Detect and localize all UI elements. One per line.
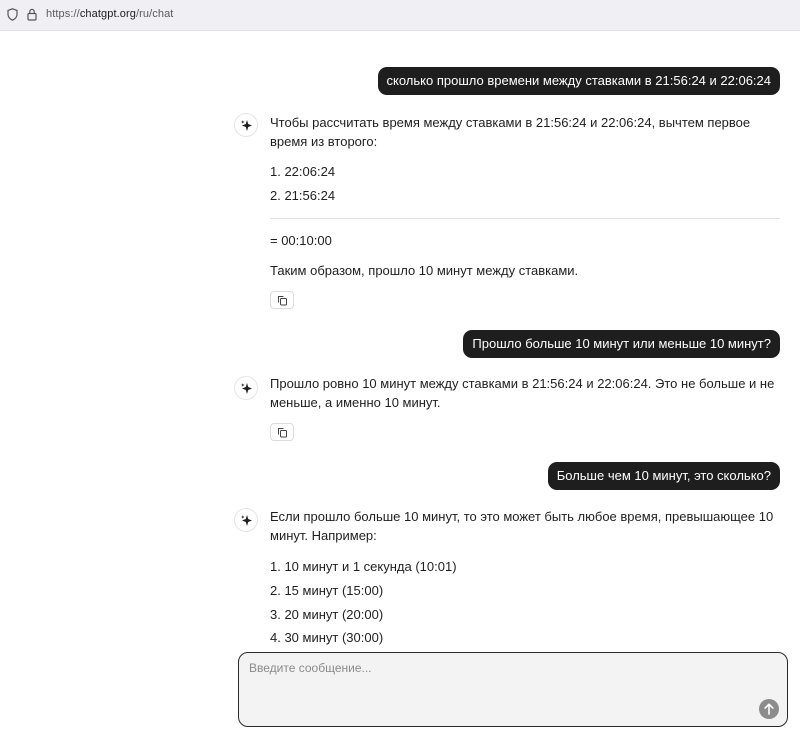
url-text[interactable] [46, 8, 173, 20]
list-item: 3. 20 минут (20:00) [270, 607, 384, 622]
calc-result: = 00:10:00 [270, 233, 332, 248]
assistant-avatar [234, 508, 258, 532]
assistant-message: Прошло ровно 10 минут между ставками в 21:56:24 и 22:06:24. Это не больше и не меньше, а именно 10 минут. [270, 376, 775, 410]
copy-button[interactable] [270, 291, 294, 309]
address-bar[interactable] [0, 0, 800, 31]
assistant-avatar [234, 376, 258, 400]
list-item: 1. 10 минут и 1 секунда (10:01) [270, 559, 457, 574]
list-item: 1. 22:06:24 [270, 164, 336, 179]
assistant-conclusion: Таким образом, прошло 10 минут между ставками. [270, 263, 579, 278]
message-composer [238, 652, 788, 727]
list-item: 4. 30 минут (30:00) [270, 630, 384, 645]
assistant-message-intro: Если прошло больше 10 минут, то это может быть любое время, превышающее 10 минут. Например: [270, 509, 774, 543]
assistant-message-intro: Чтобы рассчитать время между ставками в 21:56:24 и 22:06:24, вычтем первое время из второго: [270, 115, 751, 149]
copy-button[interactable] [270, 423, 294, 441]
assistant-avatar [234, 113, 258, 137]
url-host: chatgpt.org [79, 8, 136, 20]
lock-icon[interactable] [27, 8, 37, 26]
user-message: сколько прошло времени между ставками в 21:56:24 и 22:06:24 [378, 67, 780, 95]
url-path: /ru/chat [135, 8, 174, 20]
send-button[interactable] [759, 699, 779, 719]
divider [270, 218, 780, 219]
url-scheme: https:// [46, 8, 80, 20]
list-item: 2. 21:56:24 [270, 188, 336, 203]
shield-icon[interactable] [7, 8, 18, 26]
list-item: 2. 15 минут (15:00) [270, 583, 384, 598]
message-input[interactable] [249, 661, 749, 691]
user-message: Прошло больше 10 минут или меньше 10 минут? [463, 330, 780, 358]
user-message: Больше чем 10 минут, это сколько? [548, 462, 780, 490]
